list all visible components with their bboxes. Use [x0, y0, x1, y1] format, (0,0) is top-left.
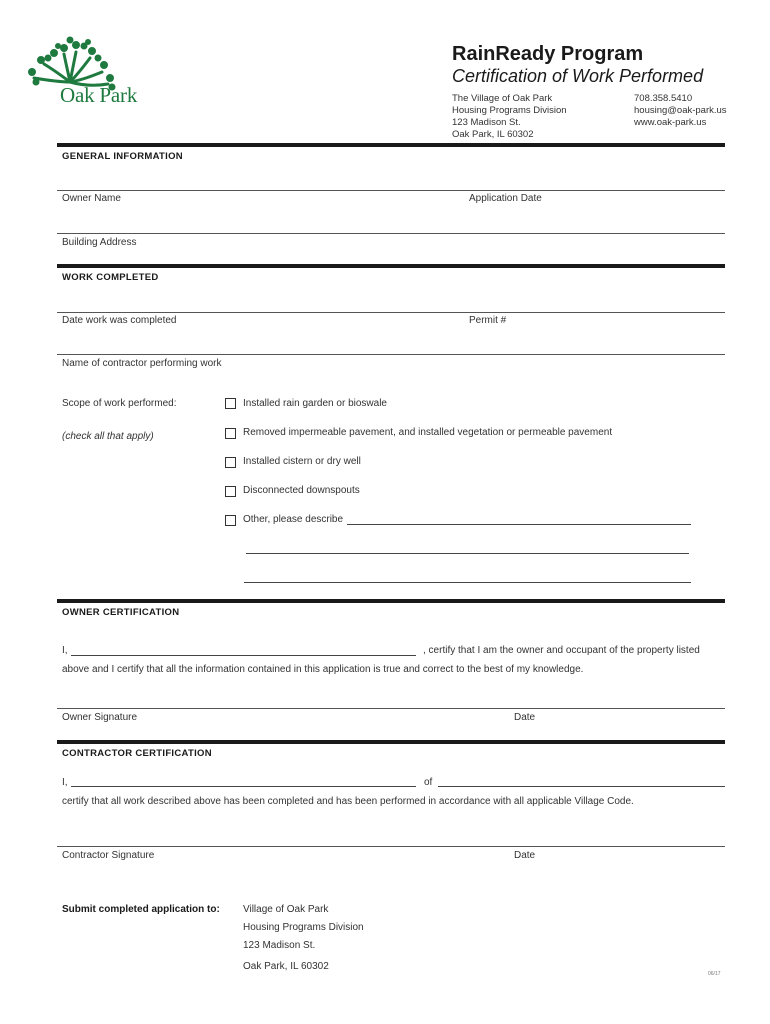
application-date-label: Application Date — [469, 193, 542, 204]
address-line: Oak Park, IL 60302 — [452, 129, 534, 140]
form-title: RainReady Program — [452, 43, 644, 65]
submit-address-line: 123 Madison St. — [243, 940, 316, 951]
office-address — [452, 93, 567, 141]
address-line: The Village of Oak Park — [452, 93, 553, 104]
contractor-date-label: Date — [514, 850, 536, 861]
checkbox-label: Installed rain garden or bioswale — [243, 398, 387, 409]
scope-label: Scope of work performed: — [62, 398, 177, 409]
checkbox-label: Removed impermeable pavement, and installed vegetation or permeable pavement — [243, 427, 613, 438]
address-line: 123 Madison St. — [452, 117, 521, 128]
other-describe-line-1[interactable] — [347, 524, 691, 525]
contractor-name-label: Name of contractor performing work — [62, 358, 222, 369]
owner-signature-field[interactable] — [57, 708, 725, 709]
submit-label: Submit completed application to: — [62, 904, 220, 915]
permit-number-label: Permit # — [469, 315, 507, 326]
contractor-prefix: I, — [62, 777, 68, 788]
other-describe-line-2[interactable] — [246, 553, 689, 554]
logo-text: Oak Park — [60, 83, 138, 107]
submit-address-line: Housing Programs Division — [243, 922, 364, 933]
checkbox-label: Installed cistern or dry well — [243, 456, 361, 467]
checkbox-downspouts[interactable] — [225, 486, 236, 497]
section-title-work-completed: WORK COMPLETED — [62, 272, 159, 283]
website: www.oak-park.us — [634, 117, 707, 128]
contractor-statement: certify that all work described above has been completed and has been performed in accordance with all applicable Village Code. — [62, 796, 634, 807]
checkbox-label: Disconnected downspouts — [243, 485, 360, 496]
contractor-name-blank[interactable] — [71, 786, 416, 787]
check-all-label: (check all that apply) — [62, 431, 154, 442]
owner-statement-1: , certify that I am the owner and occupant of the property listed — [423, 645, 700, 656]
phone-number: 708.358.5410 — [634, 93, 693, 104]
section-divider — [57, 264, 725, 268]
form-subtitle: Certification of Work Performed — [452, 66, 704, 86]
owner-name-blank[interactable] — [71, 655, 416, 656]
checkbox-cistern[interactable] — [225, 457, 236, 468]
form-revision-code: 06/17 — [708, 971, 721, 977]
email-address: housing@oak-park.us — [634, 105, 727, 116]
checkbox-removed-pavement[interactable] — [225, 428, 236, 439]
section-title-owner-certification: OWNER CERTIFICATION — [62, 607, 180, 618]
other-describe-line-3[interactable] — [244, 582, 691, 583]
contractor-signature-label: Contractor Signature — [62, 850, 155, 861]
owner-date-label: Date — [514, 712, 536, 723]
owner-prefix: I, — [62, 645, 68, 656]
checkbox-rain-garden[interactable] — [225, 398, 236, 409]
building-address-label: Building Address — [62, 237, 137, 248]
section-divider — [57, 599, 725, 603]
address-line: Housing Programs Division — [452, 105, 567, 116]
date-completed-label: Date work was completed — [62, 315, 177, 326]
owner-signature-label: Owner Signature — [62, 712, 138, 723]
checkbox-other[interactable] — [225, 515, 236, 526]
office-contact — [634, 93, 727, 129]
owner-name-label: Owner Name — [62, 193, 121, 204]
date-completed-field[interactable] — [57, 312, 725, 313]
owner-statement-2: above and I certify that all the information contained in this application is true and correct to the best of my knowledge. — [62, 664, 584, 675]
contractor-name-field[interactable] — [57, 354, 725, 355]
contractor-signature-field[interactable] — [57, 846, 725, 847]
section-title-general-information: GENERAL INFORMATION — [62, 151, 183, 162]
owner-name-field[interactable] — [57, 190, 725, 191]
checkbox-label: Other, please describe — [243, 514, 344, 525]
building-address-field[interactable] — [57, 233, 725, 234]
section-divider — [57, 143, 725, 147]
contractor-company-blank[interactable] — [438, 786, 725, 787]
submit-address-line: Village of Oak Park — [243, 904, 329, 915]
section-title-contractor-certification: CONTRACTOR CERTIFICATION — [62, 748, 212, 759]
section-divider — [57, 740, 725, 744]
contractor-of-label: of — [424, 777, 433, 788]
submit-address-line: Oak Park, IL 60302 — [243, 961, 329, 972]
